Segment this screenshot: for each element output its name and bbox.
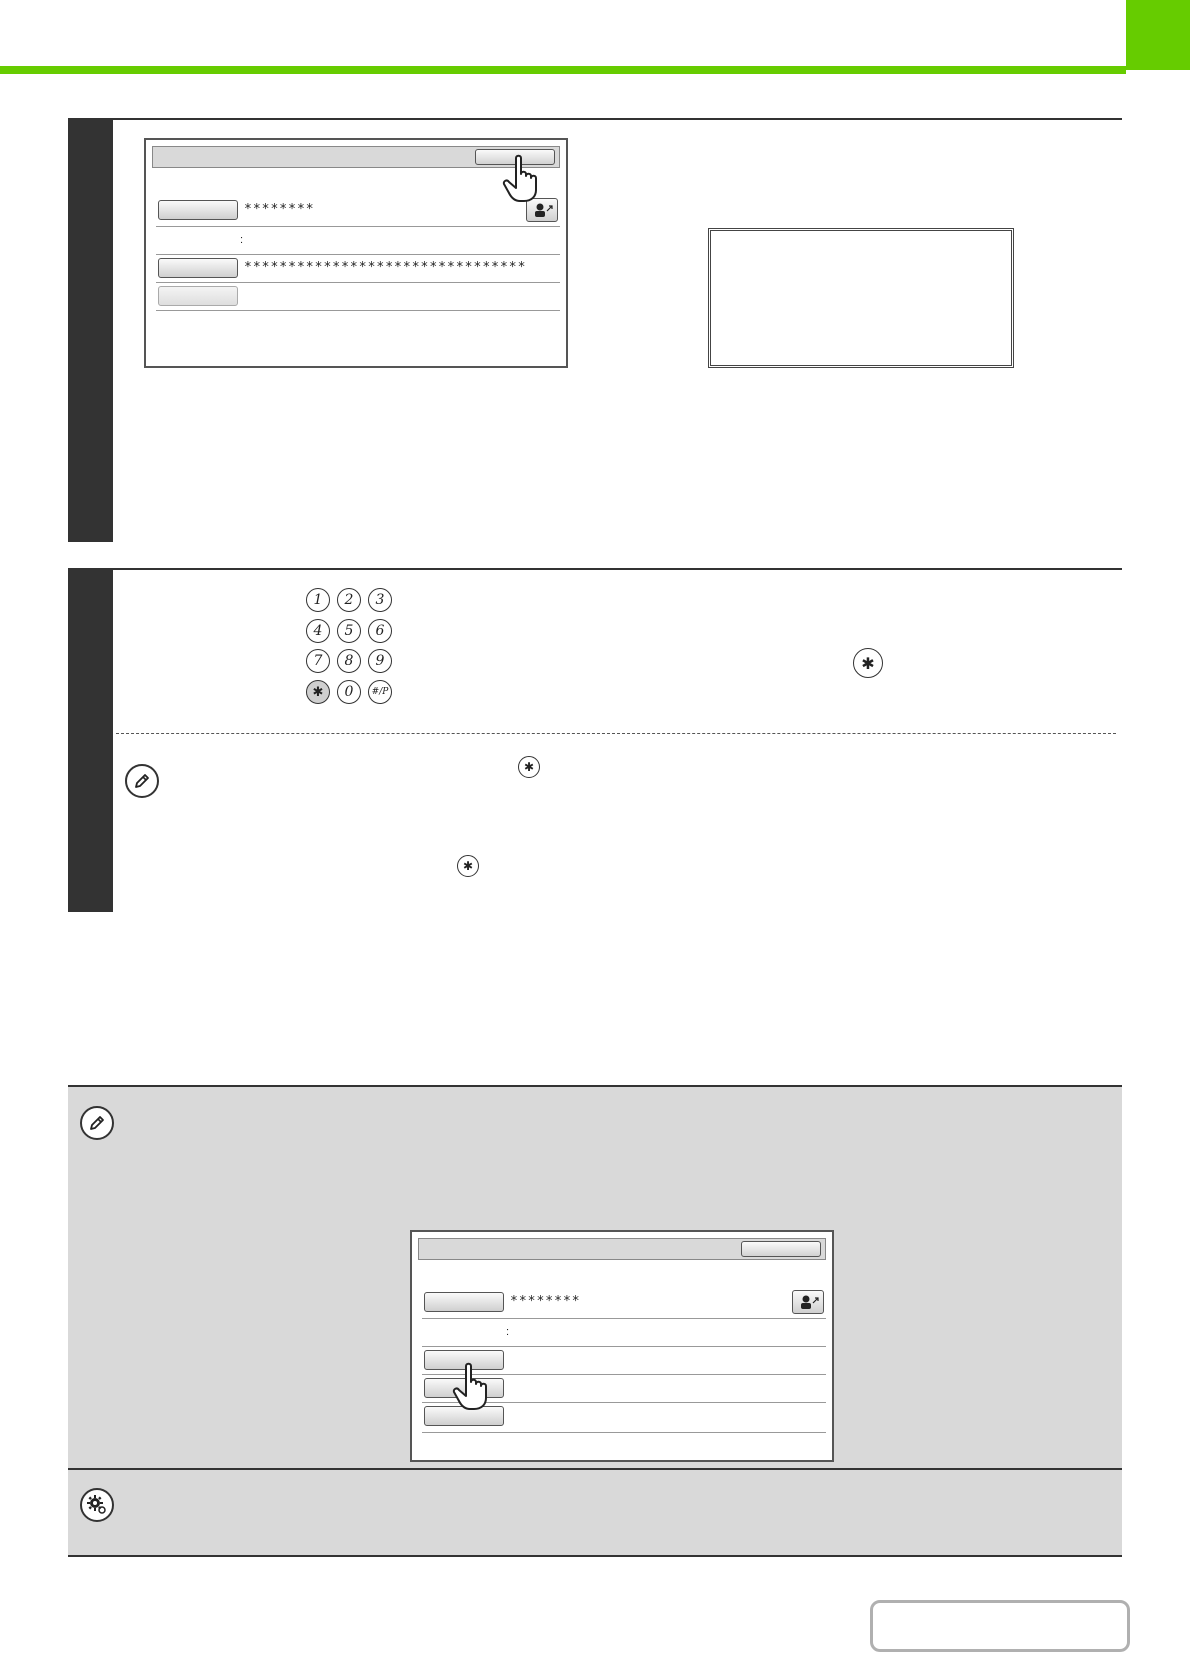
key-3[interactable]: 3 [368, 588, 392, 612]
settings-note-block [68, 1470, 1122, 1556]
panel-row-divider [156, 310, 560, 311]
key-7[interactable]: 7 [306, 649, 330, 673]
key-0[interactable]: 0 [337, 680, 361, 704]
panel-row-divider [156, 226, 560, 227]
panel-titlebar [152, 146, 560, 168]
key-1[interactable]: 1 [306, 588, 330, 612]
masked-value-short: ******** [510, 1294, 581, 1309]
key-star[interactable]: ✱ [306, 680, 330, 704]
star-key-icon: ✱ [853, 648, 883, 678]
panel-row-divider [156, 282, 560, 283]
masked-value-long: ******************************** [244, 260, 527, 275]
step2-top-rule [68, 568, 1122, 570]
star-key-icon: ✱ [518, 756, 540, 778]
step2-dashed-divider [116, 733, 1116, 734]
address-book-icon[interactable] [792, 1290, 824, 1314]
header-accent-block [1126, 0, 1190, 70]
info-panel-screen [410, 1230, 834, 1462]
pencil-note-icon [80, 1106, 114, 1140]
key-9[interactable]: 9 [368, 649, 392, 673]
panel-row-divider [422, 1432, 826, 1433]
hand-pointer-icon [452, 1362, 498, 1412]
page-nav-button[interactable] [870, 1600, 1130, 1652]
key-5[interactable]: 5 [337, 619, 361, 643]
panel-field-button-3[interactable] [158, 286, 238, 306]
panel-field-button-2[interactable] [158, 258, 238, 278]
panel-titlebar [418, 1238, 826, 1260]
star-key-icon: ✱ [457, 855, 479, 877]
panel-title-button[interactable] [741, 1241, 821, 1257]
key-2[interactable]: 2 [337, 588, 361, 612]
numeric-keypad [306, 588, 400, 706]
key-8[interactable]: 8 [337, 649, 361, 673]
key-6[interactable]: 6 [368, 619, 392, 643]
info-bottom-rule [68, 1555, 1122, 1557]
key-4[interactable]: 4 [306, 619, 330, 643]
hand-pointer-icon [502, 154, 548, 204]
panel-field-button-1[interactable] [424, 1292, 504, 1312]
gear-settings-icon [80, 1488, 114, 1522]
panel-row-divider [422, 1318, 826, 1319]
key-hash-p[interactable]: #/P [368, 680, 392, 704]
pencil-note-icon [125, 764, 159, 798]
step1-top-rule [68, 118, 1122, 120]
header-accent-line [0, 66, 1126, 74]
panel-row-divider [156, 254, 560, 255]
panel-colon: : [240, 234, 244, 246]
panel-field-button-1[interactable] [158, 200, 238, 220]
masked-value-short: ******** [244, 202, 315, 217]
step1-bar [68, 120, 113, 542]
panel-colon: : [506, 1326, 510, 1338]
message-box [708, 228, 1014, 368]
panel-row-divider [422, 1346, 826, 1347]
step2-bar [68, 570, 113, 912]
